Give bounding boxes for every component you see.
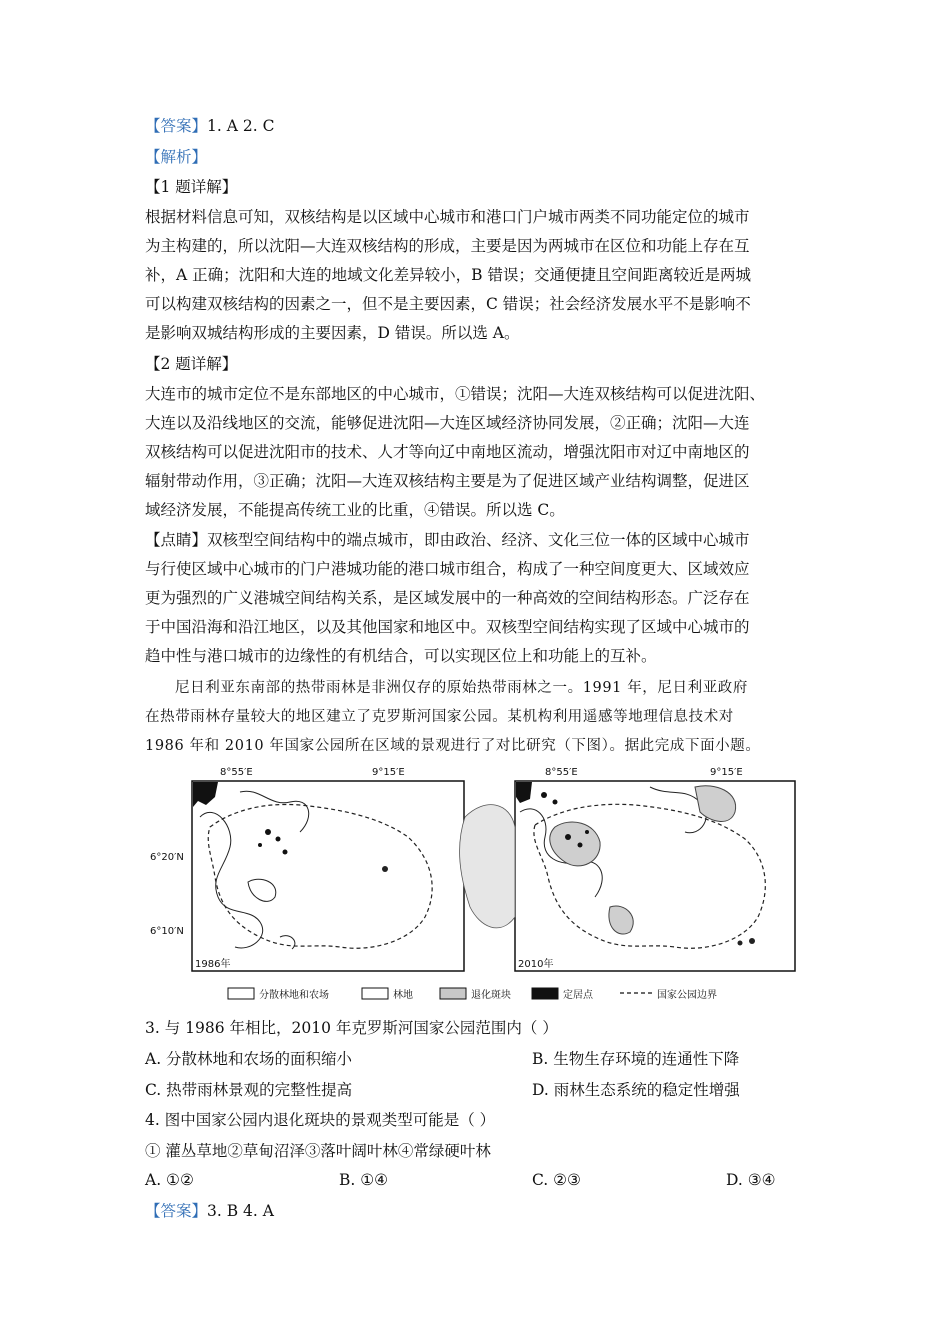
q2-detail-line: 大连以及沿线地区的交流，能够促进沈阳—大连区域经济协同发展，②正确；沈阳—大连 — [145, 414, 750, 432]
dianjing-line: 与行使区域中心城市的门户港城功能的港口城市组合，构成了一种空间度更大、区域效应 — [145, 560, 750, 578]
q1-detail-line: 可以构建双核结构的因素之一，但不是主要因素，C 错误；社会经济发展水平不是影响不 — [145, 295, 751, 313]
answer-text: 3. B 4. A — [207, 1202, 274, 1220]
dianjing-line: 于中国沿海和沿江地区，以及其他国家和地区中。双核型空间结构实现了区域中心城市的 — [145, 618, 750, 636]
answer-label: 【答案】 — [145, 117, 208, 135]
q1-detail-line: 为主构建的，所以沈阳—大连双核结构的形成，主要是因为两城市在区位和功能上存在互 — [145, 237, 750, 255]
q4-stem: 4. 图中国家公园内退化斑块的景观类型可能是（ ） — [145, 1111, 496, 1129]
q4-option-c[interactable]: C. ②③ — [532, 1171, 581, 1189]
lat-label-bottom: 6°10′N — [150, 926, 184, 937]
lat-label-top: 6°20′N — [150, 852, 184, 863]
q2-detail-line: 辐射带动作用，③正确；沈阳—大连双核结构主要是为了促进区域产业结构调整，促进区 — [145, 472, 750, 490]
dianjing-line: 趋中性与港口城市的边缘性的有机结合，可以实现区位上和功能上的互补。 — [145, 647, 657, 665]
landscape-map-figure — [140, 757, 810, 1007]
dianjing-label: 【点睛】 — [145, 531, 208, 549]
dianjing-first-text: 双核型空间结构中的端点城市，即由政治、经济、文化三位一体的区域中心城市 — [207, 531, 750, 549]
q4-items: ① 灌丛草地②草甸沼泽③落叶阔叶林④常绿硬叶林 — [145, 1142, 491, 1160]
answer-text: 1. A 2. C — [207, 117, 275, 135]
dianjing-line — [145, 530, 750, 550]
map-1986-frame — [192, 781, 464, 971]
legend-forest: 林地 — [393, 990, 413, 1001]
passage-line: 尼日利亚东南部的热带雨林是非洲仅存的原始热带雨林之一。1991 年，尼日利亚政府 — [175, 680, 749, 696]
legend-park-boundary: 国家公园边界 — [657, 990, 717, 1001]
year-label-2010: 2010年 — [518, 959, 554, 970]
q2-detail-line: 大连市的城市定位不是东部地区的中心城市，①错误；沈阳—大连双核结构可以促进沈阳、 — [145, 385, 766, 403]
q4-option-a[interactable]: A. ①② — [145, 1171, 194, 1189]
q2-detail-line: 域经济发展，不能提高传统工业的比重，④错误。所以选 C。 — [145, 501, 565, 519]
answer-line-1 — [145, 116, 274, 136]
legend-degraded: 退化斑块 — [471, 990, 511, 1001]
q3-option-c[interactable]: C. 热带雨林景观的完整性提高 — [145, 1081, 353, 1099]
lon-label-left-2010: 8°55′E — [545, 767, 578, 778]
q1-detail-line: 是影响双城结构形成的主要因素，D 错误。所以选 A。 — [145, 324, 520, 342]
answer-line-2 — [145, 1201, 274, 1221]
q3-option-d[interactable]: D. 雨林生态系统的稳定性增强 — [532, 1081, 740, 1099]
q1-detail-line: 补，A 正确；沈阳和大连的地域文化差异较小，B 错误；交通便捷且空间距离较近是两城 — [145, 266, 751, 284]
q1-detail-line: 根据材料信息可知，双核结构是以区域中心城市和港口门户城市两类不同功能定位的城市 — [145, 208, 750, 226]
dianjing-line: 更为强烈的广义港城空间结构关系，是区域发展中的一种高效的空间结构形态。广泛存在 — [145, 589, 750, 607]
q4-option-b[interactable]: B. ①④ — [339, 1171, 389, 1189]
q3-option-b[interactable]: B. 生物生存环境的连通性下降 — [532, 1050, 740, 1068]
passage-line: 1986 年和 2010 年国家公园所在区域的景观进行了对比研究（下图）。据此完成下面小题。 — [145, 738, 761, 754]
q4-option-d[interactable]: D. ③④ — [726, 1171, 776, 1189]
q3-stem: 3. 与 1986 年相比，2010 年克罗斯河国家公园范围内（ ） — [145, 1019, 558, 1037]
legend-scattered-forest: 分散林地和农场 — [259, 990, 329, 1001]
lon-label-right: 9°15′E — [372, 767, 405, 778]
lon-label-left: 8°55′E — [220, 767, 253, 778]
q2-detail-line: 双核结构可以促进沈阳市的技术、人才等向辽中南地区流动，增强沈阳市对辽中南地区的 — [145, 443, 750, 461]
passage-line: 在热带雨林存量较大的地区建立了克罗斯河国家公园。某机构利用遥感等地理信息技术对 — [145, 709, 734, 725]
legend-settlement: 定居点 — [563, 990, 593, 1001]
year-label-1986: 1986年 — [195, 959, 231, 970]
map-legend — [228, 988, 717, 1001]
analysis-label: 【解析】 — [145, 148, 208, 166]
q2-detail-heading: 【2 题详解】 — [145, 355, 238, 373]
lon-label-right-2010: 9°15′E — [710, 767, 743, 778]
q1-detail-heading: 【1 题详解】 — [145, 178, 238, 196]
answer-label: 【答案】 — [145, 1202, 208, 1220]
q3-option-a[interactable]: A. 分散林地和农场的面积缩小 — [145, 1050, 353, 1068]
